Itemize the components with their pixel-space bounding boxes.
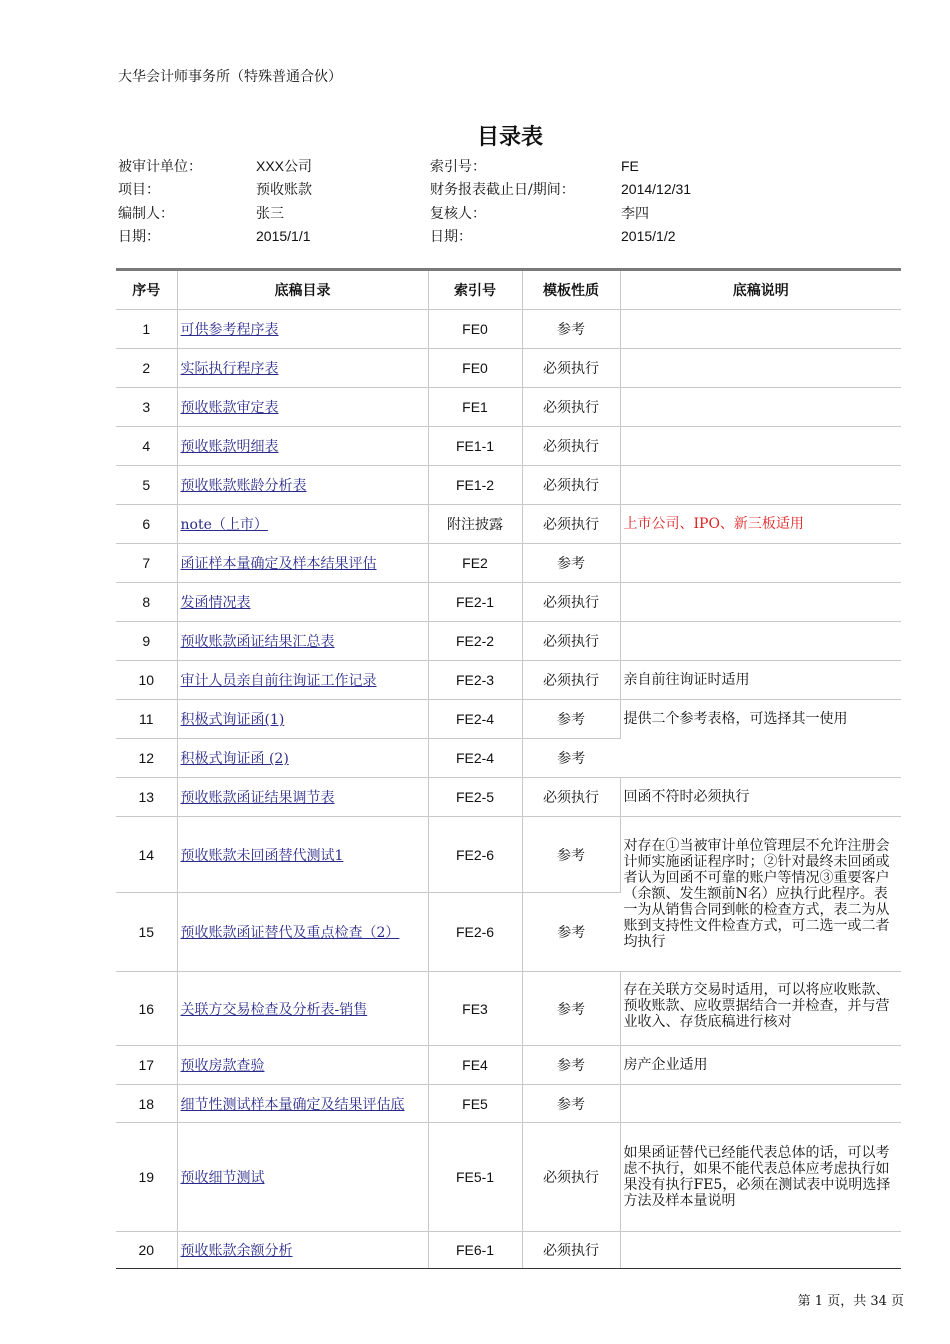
header-nature: 模板性质 (522, 271, 620, 310)
audited-unit-label: 被审计单位： (118, 158, 202, 175)
row-name (177, 505, 428, 544)
row-no: 20 (116, 1232, 177, 1269)
row-no: 6 (116, 505, 177, 544)
row-nature: 参考 (522, 739, 620, 778)
row-name (177, 349, 428, 388)
header-name: 底稿目录 (177, 271, 428, 310)
row-no: 15 (116, 893, 177, 972)
date2-value: 2015/1/2 (621, 228, 676, 245)
table-row (116, 505, 901, 544)
row-link[interactable]: 积极式询证函(1) (180, 712, 285, 728)
table-row (116, 349, 901, 388)
page-number: 第 1 页，共 34 页 (797, 1294, 904, 1309)
row-link[interactable]: 可供参考程序表 (180, 322, 279, 338)
table-row (116, 778, 901, 817)
reviewer-value: 李四 (621, 205, 649, 222)
row-name (177, 1046, 428, 1085)
row-index: FE0 (428, 349, 522, 388)
row-link[interactable]: 预收账款审定表 (180, 400, 279, 416)
row-index: FE1 (428, 388, 522, 427)
info-block (118, 154, 900, 248)
row-nature: 必须执行 (522, 466, 620, 505)
row-link[interactable]: 预收账款余额分析 (180, 1243, 293, 1259)
row-nature: 必须执行 (522, 427, 620, 466)
reviewer-label: 复核人： (430, 205, 486, 222)
row-link[interactable]: 预收房款查验 (180, 1058, 265, 1074)
row-desc (620, 427, 901, 466)
row-index: FE2-4 (428, 739, 522, 778)
row-no: 11 (116, 700, 177, 739)
table-row (116, 700, 901, 739)
row-name (177, 466, 428, 505)
row-nature: 参考 (522, 817, 620, 893)
row-name (177, 817, 428, 893)
row-index: FE2-3 (428, 661, 522, 700)
row-index: 附注披露 (428, 505, 522, 544)
row-no: 13 (116, 778, 177, 817)
row-link[interactable]: 预收账款账龄分析表 (180, 478, 307, 494)
project-value: 预收账款 (256, 182, 312, 199)
row-name (177, 972, 428, 1046)
row-desc (620, 388, 901, 427)
row-link[interactable]: 函证样本量确定及样本结果评估 (180, 556, 377, 572)
row-name (177, 893, 428, 972)
row-link[interactable]: 发函情况表 (180, 595, 251, 611)
table-row (116, 544, 901, 583)
project-label: 项目： (118, 182, 160, 199)
table-row (116, 310, 901, 349)
row-index: FE2-2 (428, 622, 522, 661)
row-no: 10 (116, 661, 177, 700)
table-row (116, 1232, 901, 1269)
row-no: 5 (116, 466, 177, 505)
row-nature: 参考 (522, 700, 620, 739)
row-link[interactable]: 实际执行程序表 (180, 361, 279, 377)
row-no: 17 (116, 1046, 177, 1085)
table-row (116, 972, 901, 1046)
row-nature: 参考 (522, 1085, 620, 1123)
table-row (116, 1085, 901, 1123)
row-desc: 上市公司、IPO、新三板适用 (620, 505, 901, 544)
row-link[interactable]: 预收细节测试 (180, 1170, 265, 1186)
period-label: 财务报表截止日/期间： (430, 182, 575, 199)
header-no: 序号 (116, 271, 177, 310)
row-nature: 参考 (522, 544, 620, 583)
row-desc (620, 466, 901, 505)
index-label: 索引号： (430, 158, 486, 175)
row-index: FE2 (428, 544, 522, 583)
row-name (177, 388, 428, 427)
row-no: 18 (116, 1085, 177, 1123)
row-link[interactable]: note（上市） (180, 517, 268, 533)
header-desc: 底稿说明 (620, 271, 901, 310)
row-nature: 必须执行 (522, 778, 620, 817)
row-index: FE2-5 (428, 778, 522, 817)
row-desc (620, 310, 901, 349)
page-title: 目录表 (476, 125, 543, 150)
row-no: 12 (116, 739, 177, 778)
row-desc (620, 544, 901, 583)
row-index: FE6-1 (428, 1232, 522, 1269)
row-name (177, 1232, 428, 1269)
row-nature: 必须执行 (522, 1123, 620, 1232)
row-nature: 必须执行 (522, 583, 620, 622)
row-name (177, 622, 428, 661)
row-index: FE5-1 (428, 1123, 522, 1232)
row-no: 19 (116, 1123, 177, 1232)
row-name (177, 778, 428, 817)
row-nature: 必须执行 (522, 622, 620, 661)
row-name (177, 310, 428, 349)
row-desc (620, 1085, 901, 1123)
row-no: 9 (116, 622, 177, 661)
table-row (116, 622, 901, 661)
index-value: FE (621, 157, 639, 174)
row-name (177, 700, 428, 739)
row-desc: 亲自前往询证时适用 (620, 661, 901, 700)
row-link[interactable]: 预收账款函证结果汇总表 (180, 634, 335, 650)
row-name (177, 583, 428, 622)
row-no: 3 (116, 388, 177, 427)
row-link[interactable]: 预收账款明细表 (180, 439, 279, 455)
row-desc (620, 583, 901, 622)
row-no: 1 (116, 310, 177, 349)
row-index: FE2-1 (428, 583, 522, 622)
date1-label: 日期： (118, 229, 160, 246)
row-link[interactable]: 预收账款函证结果调节表 (180, 790, 335, 806)
row-link[interactable]: 细节性测试样本量确定及结果评估底 (180, 1096, 405, 1113)
row-desc: 对存在①当被审计单位管理层不允许注册会计师实施函证程序时；②针对最终未回函或者认为回函不可靠的账户等情况③重要客户（余额、发生额前N名）应执行此程序。表一为从销售合同到帐的检查方式，表二为从账到支持性文件检查方式，可二选一或二者均执行 (620, 817, 901, 972)
directory-table (116, 271, 901, 1269)
row-name (177, 739, 428, 778)
row-no: 4 (116, 427, 177, 466)
row-index: FE1-2 (428, 466, 522, 505)
row-desc: 房产企业适用 (620, 1046, 901, 1085)
row-nature: 参考 (522, 972, 620, 1046)
row-desc: 存在关联方交易时适用，可以将应收账款、预收账款、应收票据结合一并检查，并与营业收入、存货底稿进行核对 (620, 972, 901, 1046)
row-link[interactable]: 预收账款未回函替代测试1 (180, 847, 344, 864)
row-index: FE4 (428, 1046, 522, 1085)
table-row (116, 1123, 901, 1232)
row-index: FE2-4 (428, 700, 522, 739)
row-link[interactable]: 关联方交易检查及分析表-销售 (180, 1001, 368, 1018)
row-name (177, 661, 428, 700)
row-name (177, 544, 428, 583)
row-no: 16 (116, 972, 177, 1046)
row-index: FE0 (428, 310, 522, 349)
row-nature: 参考 (522, 310, 620, 349)
row-desc (620, 622, 901, 661)
row-no: 8 (116, 583, 177, 622)
row-index: FE5 (428, 1085, 522, 1123)
audited-unit-value: XXX公司 (256, 157, 313, 174)
row-index: FE2-6 (428, 893, 522, 972)
period-value: 2014/12/31 (621, 181, 692, 198)
date1-value: 2015/1/1 (256, 228, 311, 245)
row-nature: 必须执行 (522, 388, 620, 427)
table-row (116, 1046, 901, 1085)
row-nature: 必须执行 (522, 349, 620, 388)
row-no: 14 (116, 817, 177, 893)
table-row (116, 388, 901, 427)
row-link[interactable]: 预收账款函证替代及重点检查（2） (180, 925, 400, 941)
table-row (116, 661, 901, 700)
row-nature: 必须执行 (522, 505, 620, 544)
row-name (177, 1085, 428, 1123)
row-link[interactable]: 审计人员亲自前往询证工作记录 (180, 673, 377, 689)
row-desc: 提供二个参考表格，可选择其一使用 (620, 700, 901, 778)
row-index: FE3 (428, 972, 522, 1046)
row-desc (620, 349, 901, 388)
table-row (116, 466, 901, 505)
row-desc: 回函不符时必须执行 (620, 778, 901, 817)
row-index: FE1-1 (428, 427, 522, 466)
row-desc: 如果函证替代已经能代表总体的话，可以考虑不执行，如果不能代表总体应考虑执行如果没有执行FE5，必须在测试表中说明选择方法及样本量说明 (620, 1123, 901, 1232)
row-name (177, 427, 428, 466)
row-nature: 参考 (522, 1046, 620, 1085)
row-nature: 必须执行 (522, 1232, 620, 1269)
firm-name: 大华会计师事务所（特殊普通合伙） (118, 69, 342, 85)
table-row (116, 427, 901, 466)
preparer-value: 张三 (256, 205, 284, 222)
row-no: 2 (116, 349, 177, 388)
table-row (116, 817, 901, 893)
row-index: FE2-6 (428, 817, 522, 893)
row-desc (620, 1232, 901, 1269)
row-link[interactable]: 积极式询证函 (2) (180, 751, 289, 767)
table-row (116, 583, 901, 622)
date2-label: 日期： (430, 229, 472, 246)
row-nature: 必须执行 (522, 661, 620, 700)
row-name (177, 1123, 428, 1232)
table-header-row (116, 271, 901, 310)
row-no: 7 (116, 544, 177, 583)
row-nature: 参考 (522, 893, 620, 972)
preparer-label: 编制人： (118, 205, 174, 222)
header-index: 索引号 (428, 271, 522, 310)
